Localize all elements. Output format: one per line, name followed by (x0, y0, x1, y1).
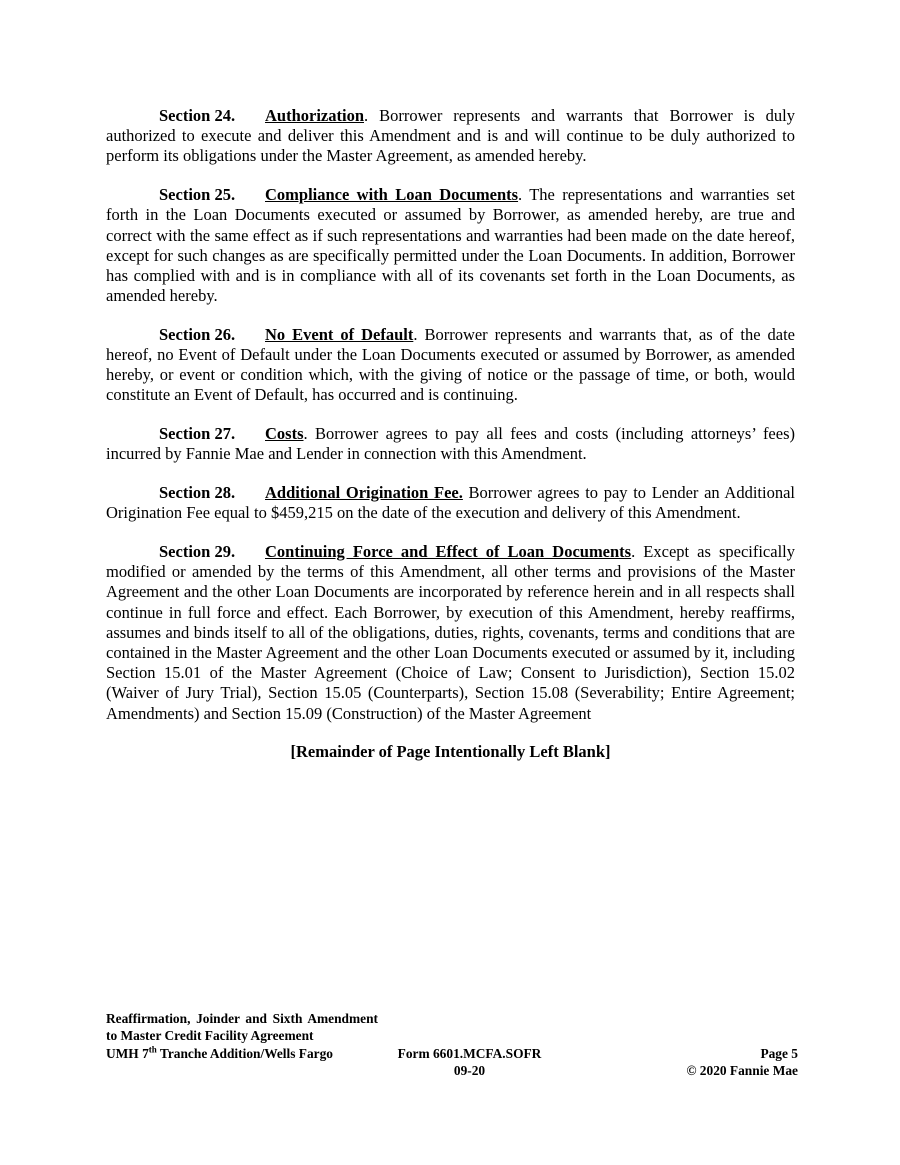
section-title-punct: . (518, 185, 523, 205)
footer-form-info (382, 1045, 557, 1080)
footer-form-date: 09-20 (453, 1062, 486, 1078)
section-title-punct: . (413, 324, 418, 344)
section-number: Section 29. (159, 541, 236, 561)
section-number: Section 24. (159, 106, 236, 125)
footer-document-info (106, 1010, 378, 1062)
section-25 (106, 185, 795, 306)
section-text: Except as specifically modified or amended by the terms of this Amendment, all other terms and provisions of the Master Agreement and the other Loan Documents are incorporated by reference herein and in all respects shall continue in full force and effect. Each Borrower, by execution of this Amendment, hereby reaffirms, assumes and binds itself to all of the obligations, duties, rights, covenants, terms and conditions that are contained in the Master Agreement and the other Loan Documents executed or assumed by it, including Section 15.01 of the Master Agreement (Choice of Law; Consent to Jurisdiction), Section 15.02 (Waiver of Jury Trial), Section 15.05 (Counterparts), Section 15.08 (Severability; Entire Agreement; Amendments) and Section 15.09 (Construction) of the Master Agreement (106, 541, 795, 723)
section-title: Compliance with Loan Documents (265, 185, 519, 205)
section-24 (106, 106, 795, 167)
section-number: Section 25. (159, 185, 236, 205)
section-title: Costs (265, 424, 304, 444)
footer-tranche (106, 1045, 378, 1062)
footer-tranche-sup: th (148, 1044, 157, 1055)
section-number: Section 26. (159, 324, 236, 344)
section-title: Authorization (265, 106, 364, 125)
section-title-punct: . (631, 541, 636, 561)
section-title-punct: . (303, 424, 308, 444)
section-26 (106, 325, 795, 406)
footer-form-number: Form 6601.MCFA.SOFR (397, 1045, 542, 1061)
footer-page-info (638, 1045, 798, 1080)
section-text: Borrower agrees to pay all fees and costs (including attorneys’ fees) incurred by Fannie Mae and Lender in connection with this Amendment. (106, 424, 795, 464)
section-title-punct: . (364, 106, 369, 125)
section-27 (106, 424, 795, 464)
section-title: Additional Origination Fee. (265, 483, 463, 503)
section-number: Section 28. (159, 483, 236, 503)
section-number: Section 27. (159, 424, 236, 444)
remainder-notice: [Remainder of Page Intentionally Left Blank] (290, 742, 611, 762)
section-text: The representations and warranties set forth in the Loan Documents executed or assumed by Borrower, as amended hereby, are true and correct with the same effect as if such representations and warranties had been made on the date hereof, except for such changes as are specifically permitted under the Loan Documents. In addition, Borrower has complied with and is in compliance with all of its covenants set forth in the Loan Documents, as amended hereby. (106, 185, 795, 306)
section-29 (106, 542, 795, 724)
section-title: Continuing Force and Effect of Loan Documents (265, 541, 632, 561)
section-text: Borrower represents and warrants that Borrower is duly authorized to execute and deliver this Amendment and is and will continue to be duly authorized to perform its obligations under the Master Agreement, as amended hereby. (106, 106, 795, 166)
section-28 (106, 483, 795, 523)
section-text: Borrower agrees to pay to Lender an Additional Origination Fee equal to $459,215 on the date of the execution and delivery of this Amendment. (106, 483, 795, 523)
document-body (106, 106, 795, 762)
footer-doc-title: Reaffirmation, Joinder and Sixth Amendment to Master Credit Facility Agreement (106, 1011, 378, 1044)
footer-page-number: Page 5 (760, 1045, 798, 1061)
footer-tranche-suffix: Tranche Addition/Wells Fargo (156, 1045, 333, 1061)
section-text: Borrower represents and warrants that, as of the date hereof, no Event of Default under the Loan Documents executed or assumed by Borrower, as amended hereby, or event or condition which, with the giving of notice or the passage of time, or both, would constitute an Event of Default, has occurred and is continuing. (106, 324, 795, 405)
footer-tranche-prefix: UMH 7 (106, 1045, 149, 1061)
section-title: No Event of Default (265, 324, 414, 344)
footer-copyright: © 2020 Fannie Mae (686, 1062, 798, 1078)
